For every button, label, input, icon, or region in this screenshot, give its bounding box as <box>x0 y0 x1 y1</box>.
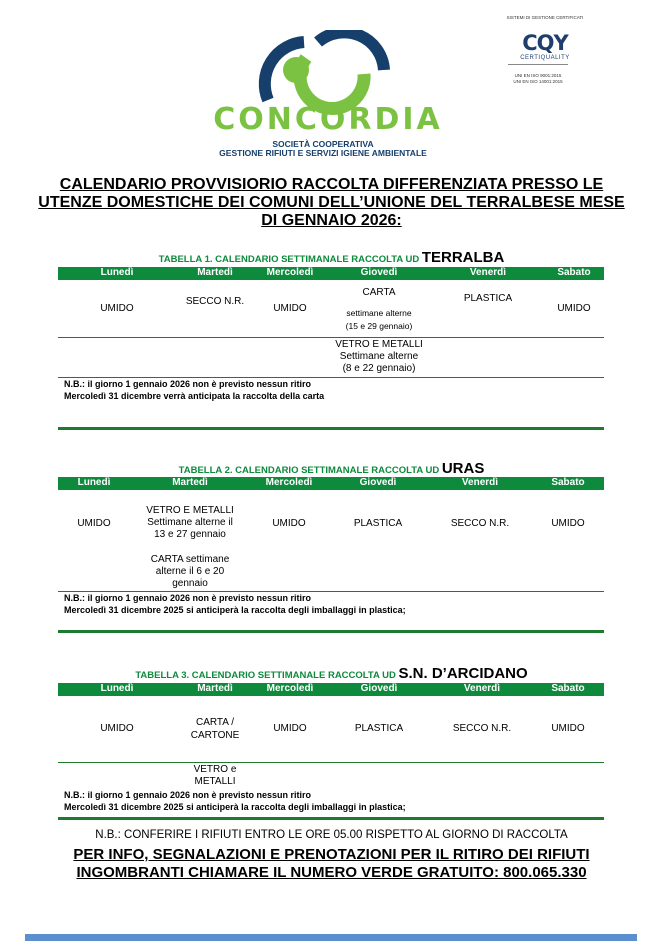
cell-thu: PLASTICA <box>353 518 403 529</box>
day-saturday: Sabato <box>557 267 591 278</box>
cell-tue-a: CARTA settimane <box>150 554 230 565</box>
cell-thu: PLASTICA <box>354 723 404 734</box>
footer-info-line-2: INGOMBRANTI CHIAMARE IL NUMERO VERDE GRATUITO: 800.065.330 <box>76 864 587 881</box>
day-tuesday: Martedì <box>197 267 233 278</box>
day-wednesday: Mercoledì <box>266 683 314 694</box>
table1-caption <box>58 249 605 266</box>
logo-subtitle: SOCIETÀ COOPERATIVA <box>272 139 374 149</box>
table2-caption-text: TABELLA 2. CALENDARIO SETTIMANALE RACCOLTA UD <box>178 465 440 476</box>
cell-fri: SECCO N.R. <box>452 723 512 734</box>
cell-mon: UMIDO <box>100 303 134 314</box>
day-monday: Lunedì <box>100 683 134 694</box>
cell-fri: PLASTICA <box>463 293 513 304</box>
note-line: N.B.: il giorno 1 gennaio 2026 non è previsto nessun ritiro <box>64 379 312 389</box>
cell-sat: UMIDO <box>551 518 585 529</box>
note-line: N.B.: il giorno 1 gennaio 2026 non è previsto nessun ritiro <box>64 593 312 603</box>
table3-row-2 <box>58 763 604 789</box>
table2-row-1 <box>58 490 604 554</box>
table3 <box>58 683 604 820</box>
table3-row-1 <box>58 696 604 762</box>
table2-caption <box>58 460 605 477</box>
footer-info <box>30 846 633 882</box>
table1-header <box>58 267 604 280</box>
cert-brand-name: CERTIQUALITY <box>520 55 570 61</box>
title-line-2: UTENZE DOMESTICHE DEI COMUNI DELL’UNIONE DEL TERRALBESE MESE <box>38 194 625 211</box>
day-wednesday: Mercoledì <box>265 477 313 488</box>
logo-name: CONCORDIA <box>213 102 443 137</box>
day-thursday: Giovedì <box>360 683 398 694</box>
day-saturday: Sabato <box>551 477 585 488</box>
cell-wed: UMIDO <box>273 303 307 314</box>
page-title <box>30 176 633 230</box>
table1-notes <box>58 378 604 427</box>
cell-sat: UMIDO <box>557 303 591 314</box>
table3-notes <box>58 789 604 817</box>
bottom-bar <box>25 934 637 941</box>
cell-tue-b: alterne il 6 e 20 <box>155 566 225 577</box>
table2-row-2 <box>58 554 604 591</box>
table1-town: TERRALBA <box>421 249 505 266</box>
table2-town: URAS <box>441 460 485 477</box>
cert-iso-14001: UNI EN ISO 14001:2015 <box>513 79 563 84</box>
day-monday: Lunedì <box>100 267 134 278</box>
title-line-3: DI GENNAIO 2026: <box>261 212 402 229</box>
cell-thu-c: (8 e 22 gennaio) <box>342 363 416 374</box>
cert-iso-list <box>498 73 578 85</box>
day-thursday: Giovedì <box>359 477 397 488</box>
cell-thu-b: Settimane alterne <box>339 351 419 362</box>
table1-caption-text: TABELLA 1. CALENDARIO SETTIMANALE RACCOLTA UD <box>158 254 420 265</box>
note-line: Mercoledì 31 dicembre 2025 si anticiperà la raccolta degli imballaggi in plastica; <box>64 605 406 615</box>
cell-thu-a: CARTA <box>362 287 396 298</box>
table3-header <box>58 683 604 696</box>
cell-tue-b: METALLI <box>194 776 236 787</box>
day-monday: Lunedì <box>77 477 111 488</box>
day-wednesday: Mercoledì <box>266 267 314 278</box>
cell-mon: UMIDO <box>100 723 134 734</box>
table3-caption <box>58 665 605 682</box>
cell-tue: SECCO N.R. <box>185 296 245 307</box>
cell-thu-a: VETRO E METALLI <box>335 339 423 350</box>
table1-bottom-border <box>58 427 604 430</box>
certiquality-logo: CQY <box>522 31 568 55</box>
cell-tue-a: CARTA / <box>196 717 234 728</box>
table3-town: S.N. D’ARCIDANO <box>398 665 528 682</box>
day-friday: Venerdì <box>469 267 507 278</box>
title-line-1: CALENDARIO PROVVISIORIO RACCOLTA DIFFERENZIATA PRESSO LE <box>59 176 604 193</box>
table1 <box>58 267 604 430</box>
cell-thu-c: (15 e 29 gennaio) <box>345 321 413 331</box>
day-saturday: Sabato <box>551 683 585 694</box>
table2-bottom-border <box>58 630 604 633</box>
day-friday: Venerdì <box>463 683 501 694</box>
note-line: Mercoledì 31 dicembre 2025 si anticiperà la raccolta degli imballaggi in plastica; <box>64 802 406 812</box>
table1-row-2 <box>58 338 604 377</box>
footer-info-line-1: PER INFO, SEGNALAZIONI E PRENOTAZIONI PER IL RITIRO DEI RIFIUTI <box>73 846 590 863</box>
footer-note: N.B.: CONFERIRE I RIFIUTI ENTRO LE ORE 05.00 RISPETTO AL GIORNO DI RACCOLTA <box>95 829 568 841</box>
cell-tue-b: Settimane alterne il <box>147 517 233 528</box>
cell-tue-c: 13 e 27 gennaio <box>154 529 226 540</box>
table1-row-1 <box>58 280 604 337</box>
day-tuesday: Martedì <box>172 477 208 488</box>
note-line: Mercoledì 31 dicembre verrà anticipata la raccolta della carta <box>64 391 325 401</box>
table2 <box>58 477 604 633</box>
table3-bottom-border <box>58 817 604 820</box>
cell-fri: SECCO N.R. <box>450 518 510 529</box>
cell-tue-a: VETRO e <box>193 764 237 775</box>
cell-wed: UMIDO <box>273 723 307 734</box>
cert-divider <box>508 64 568 65</box>
cell-sat: UMIDO <box>551 723 585 734</box>
cert-iso-9001: UNI EN ISO 9001:2015 <box>514 73 562 78</box>
day-thursday: Giovedì <box>360 267 398 278</box>
table2-header <box>58 477 604 490</box>
cell-tue-a: VETRO E METALLI <box>146 505 234 516</box>
cell-wed: UMIDO <box>272 518 306 529</box>
table3-caption-text: TABELLA 3. CALENDARIO SETTIMANALE RACCOLTA UD <box>135 670 396 681</box>
logo-subtitle-2: GESTIONE RIFIUTI E SERVIZI IGIENE AMBIENTALE <box>219 148 427 158</box>
cell-thu-b: settimane alterne <box>346 308 412 318</box>
note-line: N.B.: il giorno 1 gennaio 2026 non è previsto nessun ritiro <box>64 790 312 800</box>
day-tuesday: Martedì <box>197 683 233 694</box>
cell-mon: UMIDO <box>77 518 111 529</box>
table2-notes <box>58 592 604 630</box>
day-friday: Venerdì <box>461 477 499 488</box>
cell-tue-b: CARTONE <box>190 730 240 741</box>
cert-header: SISTEMI DI GESTIONE CERTIFICATI <box>506 15 584 20</box>
cell-tue-c: gennaio <box>172 578 208 589</box>
